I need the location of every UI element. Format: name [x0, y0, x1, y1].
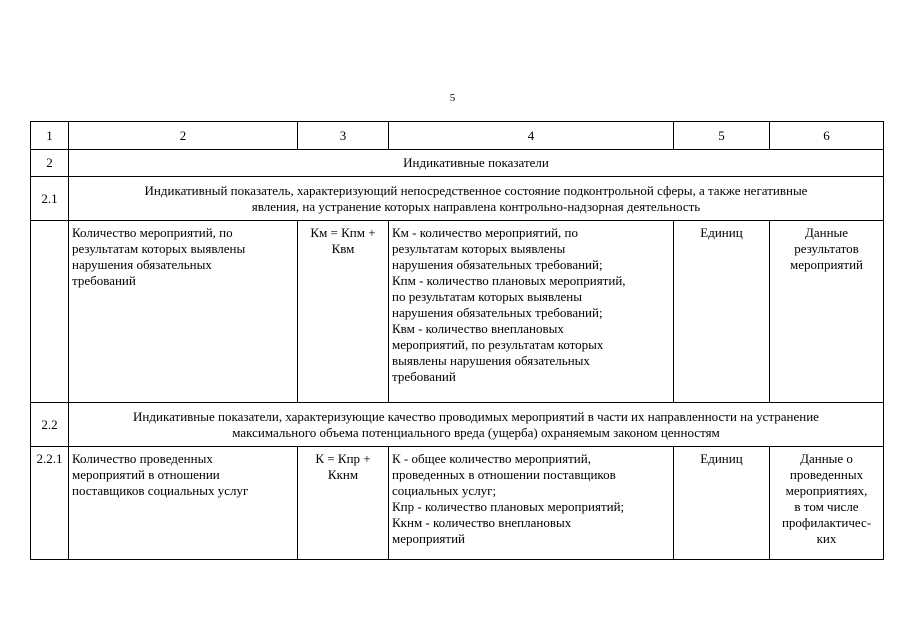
section-title [69, 177, 884, 221]
header-col-6: 6 [770, 122, 884, 150]
unit: Единиц [674, 447, 770, 560]
description-line: по результатам которых выявлены [392, 289, 582, 304]
section-title-line: явления, на устранение которых направлена контрольно-надзорная деятельность [251, 198, 701, 214]
data-source-line: мероприятий [790, 257, 863, 272]
formula-description [389, 447, 674, 560]
data-source-line: Данные о [800, 451, 853, 466]
indicator-name [69, 221, 298, 403]
page-number: 5 [449, 92, 456, 104]
data-source-line: Данные [804, 225, 849, 240]
header-col-2: 2 [69, 122, 298, 150]
section-title-line: Индикативный показатель, характеризующий непосредственное состояние подконтрольной сферы, а также негативные [144, 182, 808, 198]
formula-line: Км = Кпм + [310, 225, 376, 240]
formula-line: Квм [331, 241, 355, 256]
description-line: результатам которых выявлены [392, 241, 566, 256]
data-source-line: ких [816, 531, 837, 546]
formula-line: Ккнм [327, 467, 359, 482]
table-row [31, 447, 884, 560]
data-source-line: в том числе [794, 499, 859, 514]
section-title [69, 403, 884, 447]
description-line: К - общее количество мероприятий, [392, 451, 591, 466]
section-title: Индикативные показатели [69, 150, 884, 177]
section-title-line: максимального объема потенциального вреда (ущерба) охраняемым законом ценностям [232, 424, 720, 440]
description-line: нарушения обязательных требований; [392, 257, 603, 272]
section-row-2 [31, 150, 884, 177]
table-row [31, 221, 884, 403]
formula-description [389, 221, 674, 403]
formula-line: К = Кпр + [315, 451, 371, 466]
description-line: проведенных в отношении поставщиков [392, 467, 616, 482]
data-source-line: мероприятиях, [785, 483, 868, 498]
data-source-line: проведенных [789, 467, 864, 482]
data-source [770, 447, 884, 560]
indicators-table [30, 121, 884, 560]
description-line: Ккнм - количество внеплановых [392, 515, 572, 530]
description-line: мероприятий [392, 531, 465, 546]
description-line: Квм - количество внеплановых [392, 321, 564, 336]
description-line: социальных услуг; [392, 483, 497, 498]
header-col-5: 5 [674, 122, 770, 150]
data-source-line: профилактичес- [781, 515, 872, 530]
description-line: Кпр - количество плановых мероприятий; [392, 499, 625, 514]
description-line: нарушения обязательных требований; [392, 305, 603, 320]
data-source-line: результатов [794, 241, 859, 256]
description-line: мероприятий, по результатам которых [392, 337, 604, 352]
row-number: 2.2.1 [31, 447, 69, 560]
indicator-name [69, 447, 298, 560]
indicator-name-line: результатам которых выявлены [72, 241, 246, 256]
section-row-2-1 [31, 177, 884, 221]
indicator-name-line: Количество проведенных [72, 451, 213, 466]
indicator-name-line: Количество мероприятий, по [72, 225, 233, 240]
indicator-name-line: требований [72, 273, 136, 288]
section-number: 2.1 [31, 177, 69, 221]
unit: Единиц [674, 221, 770, 403]
description-line: Км - количество мероприятий, по [392, 225, 578, 240]
formula [298, 447, 389, 560]
header-col-3: 3 [298, 122, 389, 150]
indicator-name-line: нарушения обязательных [72, 257, 212, 272]
section-number: 2.2 [31, 403, 69, 447]
indicator-name-line: мероприятий в отношении [72, 467, 220, 482]
data-source [770, 221, 884, 403]
description-line: Кпм - количество плановых мероприятий, [392, 273, 626, 288]
section-number: 2 [31, 150, 69, 177]
description-line: требований [392, 369, 456, 384]
section-title-line: Индикативные показатели, характеризующие качество проводимых мероприятий в части их направленности на устранение [133, 408, 819, 424]
header-col-1: 1 [31, 122, 69, 150]
section-row-2-2 [31, 403, 884, 447]
description-line: выявлены нарушения обязательных [392, 353, 590, 368]
formula [298, 221, 389, 403]
header-col-4: 4 [389, 122, 674, 150]
header-row [31, 122, 884, 150]
row-number [31, 221, 69, 403]
indicator-name-line: поставщиков социальных услуг [72, 483, 249, 498]
